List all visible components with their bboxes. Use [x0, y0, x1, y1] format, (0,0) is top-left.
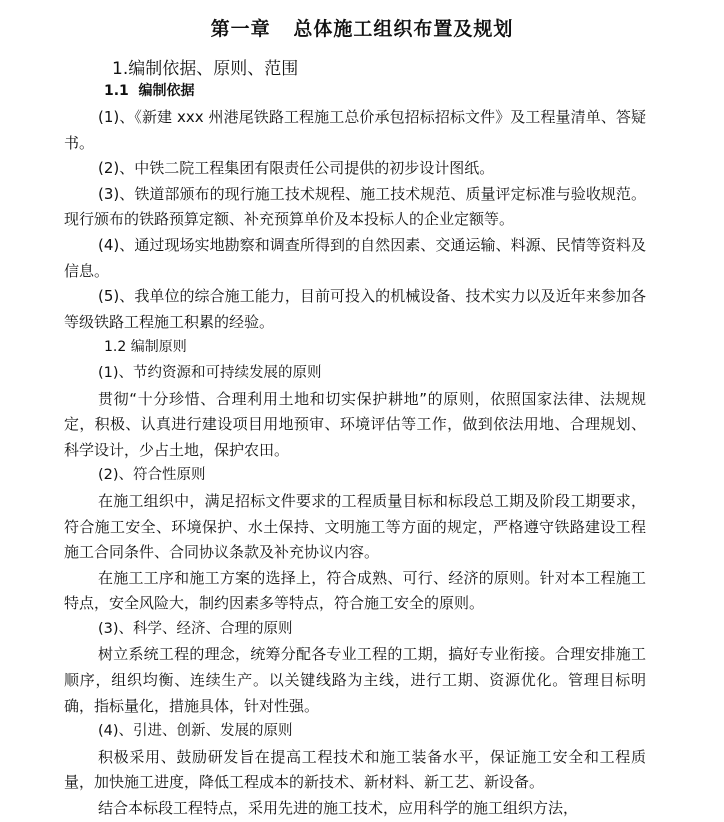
principle-paragraph: 贯彻“十分珍惜、合理利用土地和切实保护耕地”的原则，依照国家法律、法规规定，积极、认真进行建设项目用地预审、环境评估等工作，做到依法用地、合理规划、科学设计，少占土地，保护农田。 [64, 389, 646, 459]
basis-item: (2)、中铁二院工程集团有限责任公司提供的初步设计图纸。 [98, 159, 495, 178]
principle-paragraph: 在施工组织中，满足招标文件要求的工程质量目标和标段总工期及阶段工期要求，符合施工安全、环境保护、水土保持、文明施工等方面的规定，严格遵守铁路建设工程施工合同条件、合同协议条款及补充协议内容。 [64, 491, 646, 562]
document-body [64, 105, 646, 822]
basis-item: (4)、通过现场实地勘察和调查所得到的自然因素、交通运输、料源、民情等资料及信息。 [64, 235, 646, 280]
basis-item: (3)、铁道部颁布的现行施工技术规程、施工技术规范、质量评定标准与验收规范。现行颁布的铁路预算定额、补充预算单价及本投标人的企业定额等。 [64, 184, 646, 229]
principle-title: (2)、符合性原则 [98, 467, 206, 484]
principle-title: (4)、引进、创新、发展的原则 [98, 723, 293, 740]
basis-item: (5)、我单位的综合施工能力，目前可投入的机械设备、技术实力以及近年来参加各等级铁路工程施工积累的经验。 [64, 287, 646, 331]
basis-item: (1)、《新建 xxx 州港尾铁路工程施工总价承包招标招标文件》及工程量清单、答疑书。 [64, 108, 646, 152]
principle-title: (1)、节约资源和可持续发展的原则 [98, 364, 322, 381]
chapter-title: 第一章 总体施工组织布置及规划 [210, 18, 514, 40]
principle-title: (3)、科学、经济、合理的原则 [98, 620, 293, 637]
section-heading: 1.编制依据、原则、范围 [112, 59, 299, 79]
principle-paragraph: 积极采用、鼓励研发旨在提高工程技术和施工装备水平，保证施工安全和工程质量，加快施工进度，降低工程成本的新技术、新材料、新工艺、新设备。 [64, 747, 646, 792]
subsection-heading-principles: 1.2 编制原则 [104, 339, 187, 356]
principle-paragraph: 在施工工序和施工方案的选择上，符合成熟、可行、经济的原则。针对本工程施工特点，安全风险大，制约因素多等特点，符合施工安全的原则。 [64, 568, 646, 613]
principle-paragraph: 树立系统工程的理念，统筹分配各专业工程的工期，搞好专业衔接。合理安排施工顺序，组织均衡、连续生产。以关键线路为主线，进行工期、资源优化。管理目标明确，指标量化，措施具体，针对性强。 [64, 645, 646, 715]
subsection-heading-basis: 1.1 编制依据 [104, 83, 195, 99]
principle-paragraph: 结合本标段工程特点，采用先进的施工技术，应用科学的施工组织方法， [98, 799, 579, 818]
